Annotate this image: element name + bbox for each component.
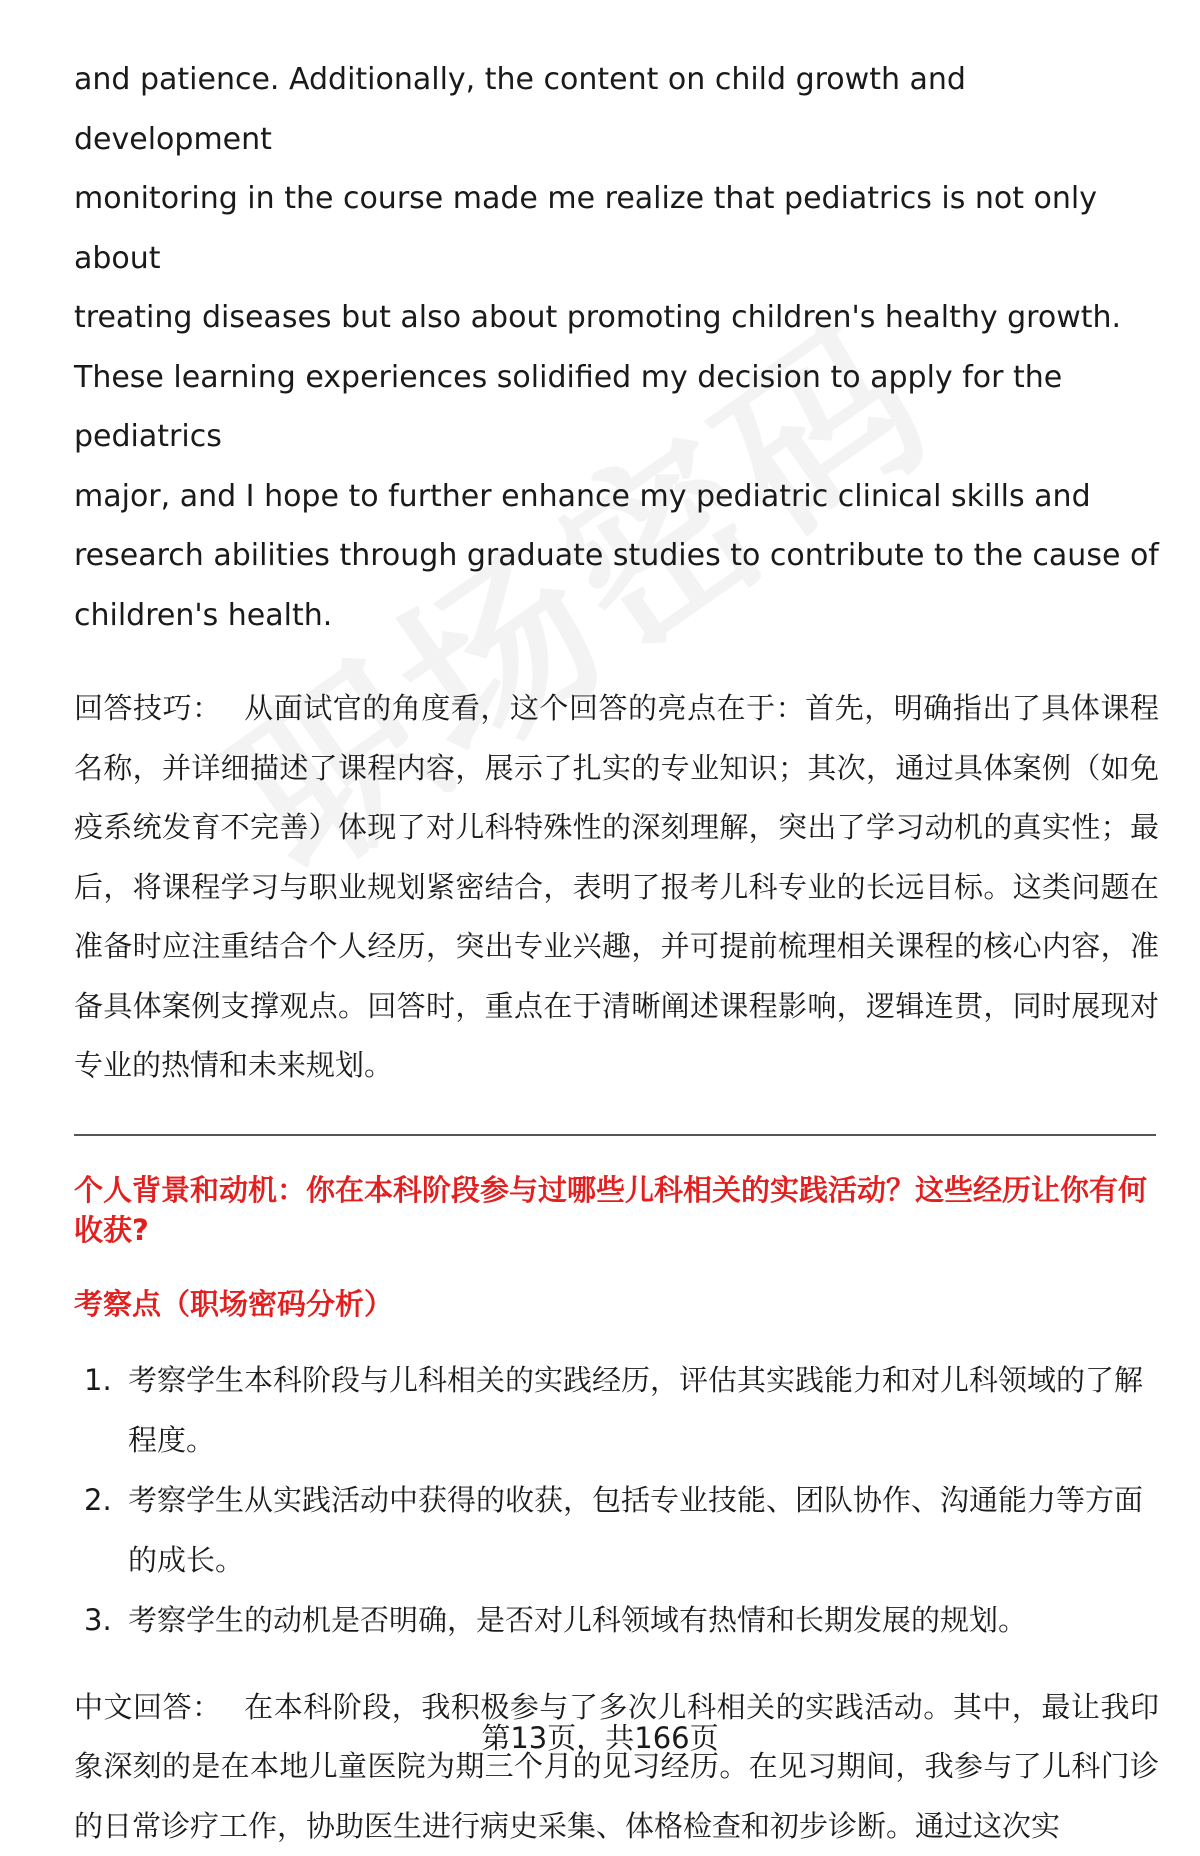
chinese-answer-paragraph <box>74 1678 1159 1856</box>
list-item <box>74 1590 1159 1650</box>
list-item-number: 2. <box>84 1470 112 1530</box>
tips-text: 从面试官的角度看，这个回答的亮点在于：首先，明确指出了具体课程名称，并详细描述了课程内容，展示了扎实的专业知识；其次，通过具体案例（如免疫系统发育不完善）体现了对儿科特殊性的深刻理解，突出了学习动机的真实性；最后，将课程学习与职业规划紧密结合，表明了报考儿科专业的长远目标。这类问题在准备时应注重结合个人经历，突出专业兴趣，并可提前梳理相关课程的核心内容，准备具体案例支撑观点。回答时，重点在于清晰阐述课程影响，逻辑连贯，同时展现对专业的热情和未来规划。 <box>74 691 1159 1082</box>
section-divider <box>74 1134 1156 1136</box>
text-line: These learning experiences solidified my decision to apply for the pediatrics <box>74 348 1159 467</box>
list-item-text: 考察学生的动机是否明确，是否对儿科领域有热情和长期发展的规划。 <box>128 1603 1027 1637</box>
assessment-points-list <box>74 1350 1159 1650</box>
text-line: research abilities through graduate studies to contribute to the cause of <box>74 526 1159 586</box>
text-line: and patience. Additionally, the content on child growth and development <box>74 50 1159 169</box>
question-title: 个人背景和动机：你在本科阶段参与过哪些儿科相关的实践活动？这些经历让你有何收获? <box>74 1170 1159 1250</box>
list-item-text: 考察学生本科阶段与儿科相关的实践经历，评估其实践能力和对儿科领域的了解程度。 <box>128 1363 1143 1457</box>
assessment-title: 考察点（职场密码分析） <box>74 1284 1159 1324</box>
list-item-text: 考察学生从实践活动中获得的收获，包括专业技能、团队协作、沟通能力等方面的成长。 <box>128 1483 1143 1577</box>
answer-tips-paragraph <box>74 679 1159 1096</box>
answer-label: 中文回答： <box>74 1690 222 1724</box>
tips-label: 回答技巧： <box>74 691 222 725</box>
text-line: monitoring in the course made me realize that pediatrics is not only about <box>74 169 1159 288</box>
list-item-number: 3. <box>84 1590 112 1650</box>
page-content <box>74 50 1159 1856</box>
text-line: major, and I hope to further enhance my pediatric clinical skills and <box>74 467 1159 527</box>
list-item-number: 1. <box>84 1350 112 1410</box>
text-line: treating diseases but also about promoting children's healthy growth. <box>74 288 1159 348</box>
page-footer: 第13页，共166页 <box>0 1720 1200 1756</box>
answer-text: 在本科阶段，我积极参与了多次儿科相关的实践活动。其中，最让我印象深刻的是在本地儿童医院为期三个月的见习经历。在见习期间，我参与了儿科门诊的日常诊疗工作，协助医生进行病史采集、体格检查和初步诊断。通过这次实 <box>74 1690 1159 1843</box>
list-item <box>74 1350 1159 1470</box>
english-answer-paragraph <box>74 50 1159 645</box>
list-item <box>74 1470 1159 1590</box>
text-line: children's health. <box>74 586 1159 646</box>
